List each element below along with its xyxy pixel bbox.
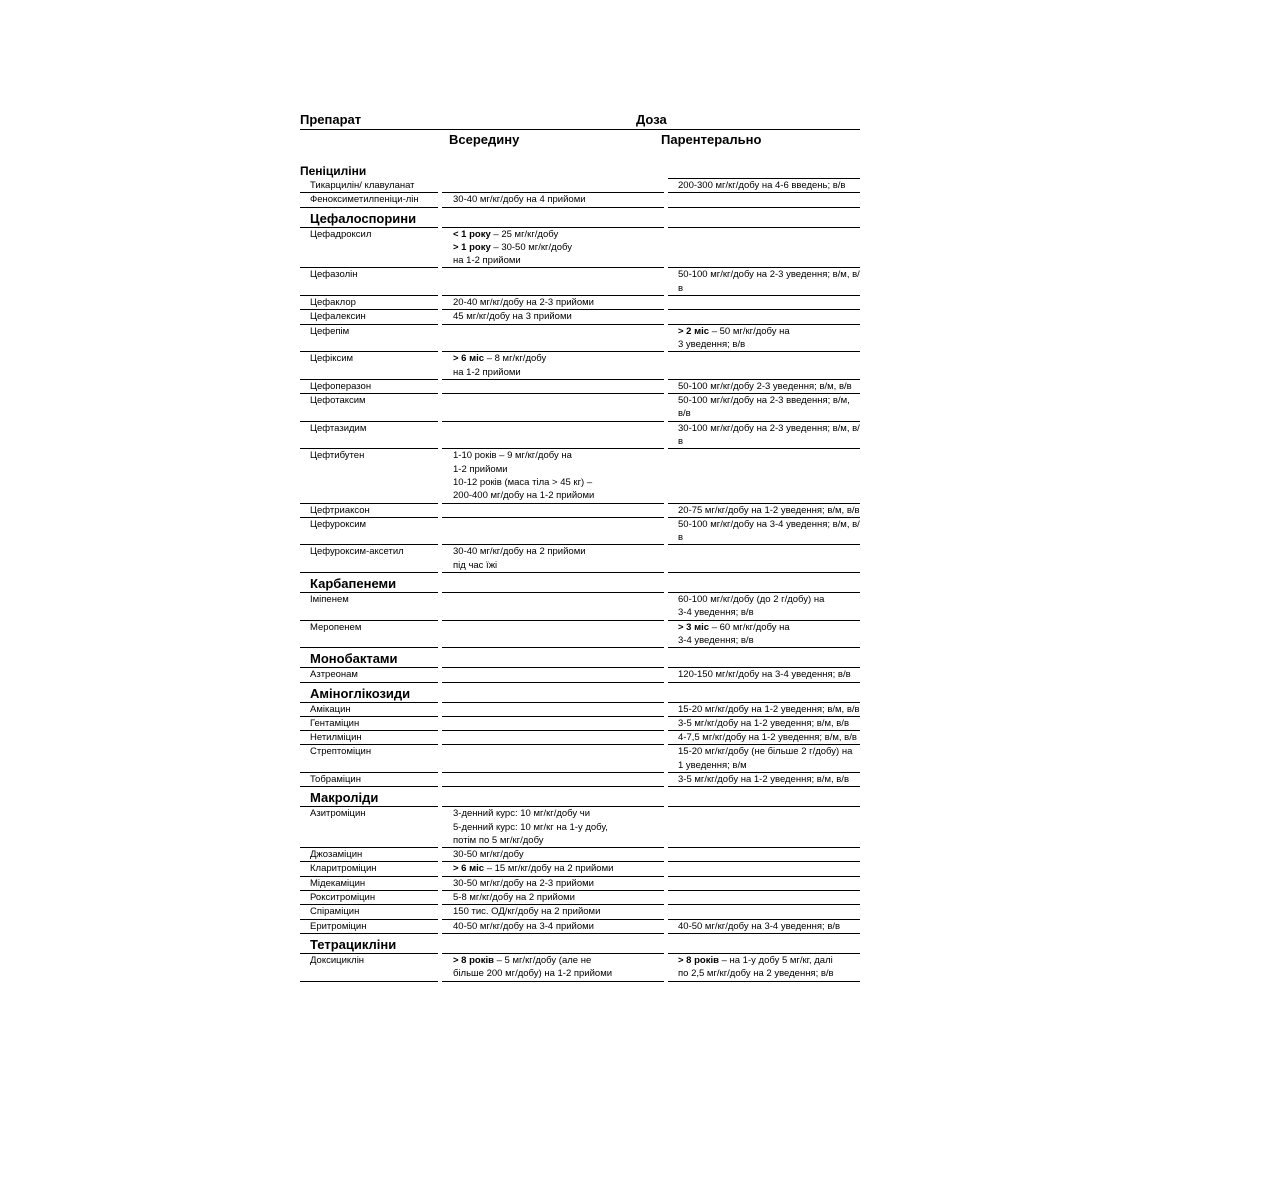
oral-dose: 30-50 мг/кг/добу на 2-3 прийоми (442, 877, 664, 891)
oral-dose: 5-8 мг/кг/добу на 2 прийоми (442, 891, 664, 905)
table-row (300, 268, 860, 296)
parenteral-dose: 15-20 мг/кг/добу (не більше 2 г/добу) на 1 уведення; в/м (668, 745, 860, 773)
table-row (300, 668, 860, 682)
parenteral-dose: 40-50 мг/кг/добу на 3-4 уведення; в/в (668, 920, 860, 934)
parenteral-dose: 200-300 мг/кг/добу на 4-6 введень; в/в (668, 179, 860, 193)
drug-name: Азтреонам (300, 668, 438, 682)
oral-dose (442, 380, 664, 394)
drug-name: Цефтазидим (300, 422, 438, 450)
drug-name: Джозаміцин (300, 848, 438, 862)
drug-name: Цефотаксим (300, 394, 438, 422)
parenteral-dose: 120-150 мг/кг/добу на 3-4 уведення; в/в (668, 668, 860, 682)
table-row (300, 891, 860, 905)
category-title: Карбапенеми (300, 573, 438, 593)
drug-name: Цефтибутен (300, 449, 438, 503)
table-row (300, 380, 860, 394)
category-title: Монобактами (300, 648, 438, 668)
oral-dose: 30-50 мг/кг/добу (442, 848, 664, 862)
drug-name: Рокситроміцин (300, 891, 438, 905)
parenteral-dose (668, 545, 860, 573)
drug-name: Феноксиметилпеніци-лін (300, 193, 438, 207)
parenteral-dose (668, 891, 860, 905)
oral-dose (442, 668, 664, 682)
table-row (300, 920, 860, 934)
oral-dose: > 6 міс – 8 мг/кг/добу на 1-2 прийоми (442, 352, 664, 380)
oral-dose (442, 422, 664, 450)
table-row (300, 745, 860, 773)
parenteral-dose (668, 807, 860, 848)
drug-name: Цефтриаксон (300, 504, 438, 518)
table-row (300, 773, 860, 787)
drug-name: Цефоперазон (300, 380, 438, 394)
oral-dose (442, 621, 664, 649)
oral-dose (442, 773, 664, 787)
oral-dose: 30-40 мг/кг/добу на 4 прийоми (442, 193, 664, 207)
table-row (300, 954, 860, 982)
table-header (300, 110, 860, 130)
oral-dose: 20-40 мг/кг/добу на 2-3 прийоми (442, 296, 664, 310)
drug-name: Нетилміцин (300, 731, 438, 745)
category-row (300, 208, 860, 228)
drug-name: Еритроміцин (300, 920, 438, 934)
table-row (300, 621, 860, 649)
table-row (300, 703, 860, 717)
oral-dose (442, 518, 664, 546)
drug-name: Стрептоміцин (300, 745, 438, 773)
drug-name: Кларитроміцин (300, 862, 438, 876)
category-row (300, 683, 860, 703)
oral-dose (442, 268, 664, 296)
oral-dose: 1-10 років – 9 мг/кг/добу на 1-2 прийоми 10-12 років (маса тіла > 45 кг) – 200-400 мг/добу на 1-2 прийоми (442, 449, 664, 503)
oral-dose: 3-денний курс: 10 мг/кг/добу чи 5-денний курс: 10 мг/кг на 1-у добу, потім по 5 мг/кг/добу (442, 807, 664, 848)
oral-column-header: Всередину (449, 132, 520, 147)
parenteral-dose: > 2 міс – 50 мг/кг/добу на 3 уведення; в/в (668, 325, 860, 353)
dose-column-header: Доза (636, 112, 667, 127)
category-row (300, 573, 860, 593)
category-title: Аміноглікозиди (300, 683, 438, 703)
oral-dose (442, 717, 664, 731)
drug-name: Цефепім (300, 325, 438, 353)
drug-name: Цефіксим (300, 352, 438, 380)
table-row (300, 179, 860, 193)
category-row (300, 934, 860, 954)
table-row (300, 848, 860, 862)
oral-dose: > 6 міс – 15 мг/кг/добу на 2 прийоми (442, 862, 664, 876)
parenteral-column-header: Парентерально (661, 132, 762, 147)
table-row (300, 394, 860, 422)
category-title: Тетрацикліни (300, 934, 438, 954)
parenteral-dose (668, 848, 860, 862)
table-row (300, 593, 860, 621)
parenteral-dose: 50-100 мг/кг/добу на 3-4 уведення; в/м, в/в (668, 518, 860, 546)
drug-name: Іміпенем (300, 593, 438, 621)
table-row (300, 518, 860, 546)
drug-name: Цефалексин (300, 310, 438, 324)
parenteral-dose: 15-20 мг/кг/добу на 1-2 уведення; в/м, в/в (668, 703, 860, 717)
table-row (300, 352, 860, 380)
parenteral-dose (668, 352, 860, 380)
category-title: Макроліди (300, 787, 438, 807)
drug-name: Азитроміцин (300, 807, 438, 848)
table-row (300, 296, 860, 310)
oral-dose (442, 394, 664, 422)
parenteral-dose (668, 296, 860, 310)
table-row (300, 807, 860, 848)
oral-dose (442, 593, 664, 621)
drug-name: Цефазолін (300, 268, 438, 296)
drug-name: Тобраміцин (300, 773, 438, 787)
parenteral-dose: 30-100 мг/кг/добу на 2-3 уведення; в/м, в/в (668, 422, 860, 450)
parenteral-dose (668, 862, 860, 876)
oral-dose: < 1 року – 25 мг/кг/добу > 1 року – 30-50 мг/кг/добу на 1-2 прийоми (442, 228, 664, 269)
category-row (300, 160, 860, 179)
drug-name: Цефуроксим-аксетил (300, 545, 438, 573)
oral-dose: 40-50 мг/кг/добу на 3-4 прийоми (442, 920, 664, 934)
oral-dose: 45 мг/кг/добу на 3 прийоми (442, 310, 664, 324)
drug-name: Цефуроксим (300, 518, 438, 546)
dosage-table (300, 160, 860, 982)
oral-dose (442, 731, 664, 745)
table-row (300, 325, 860, 353)
parenteral-dose: 4-7,5 мг/кг/добу на 1-2 уведення; в/м, в/в (668, 731, 860, 745)
parenteral-dose: 3-5 мг/кг/добу на 1-2 уведення; в/м, в/в (668, 773, 860, 787)
parenteral-dose: 20-75 мг/кг/добу на 1-2 уведення; в/м, в/в (668, 504, 860, 518)
table-row (300, 877, 860, 891)
oral-dose: 150 тис. ОД/кг/добу на 2 прийоми (442, 905, 664, 919)
parenteral-dose: > 8 років – на 1-у добу 5 мг/кг, далі по 2,5 мг/кг/добу на 2 уведення; в/в (668, 954, 860, 982)
category-title: Пеніциліни (300, 164, 367, 178)
category-row (300, 648, 860, 668)
drug-name: Мідекаміцин (300, 877, 438, 891)
oral-dose (442, 703, 664, 717)
parenteral-dose: 3-5 мг/кг/добу на 1-2 уведення; в/м, в/в (668, 717, 860, 731)
table-row (300, 193, 860, 207)
dosage-document (300, 110, 860, 982)
oral-dose (442, 745, 664, 773)
category-row (300, 787, 860, 807)
table-row (300, 731, 860, 745)
drug-name: Спіраміцин (300, 905, 438, 919)
oral-dose: > 8 років – 5 мг/кг/добу (але не більше 200 мг/добу) на 1-2 прийоми (442, 954, 664, 982)
parenteral-dose: 50-100 мг/кг/добу на 2-3 введення; в/м, в/в (668, 394, 860, 422)
oral-dose (442, 179, 664, 193)
drug-name: Меропенем (300, 621, 438, 649)
table-row (300, 310, 860, 324)
drug-name: Гентаміцин (300, 717, 438, 731)
table-row (300, 545, 860, 573)
table-subheader (300, 130, 860, 160)
parenteral-dose (668, 310, 860, 324)
table-row (300, 504, 860, 518)
parenteral-dose (668, 877, 860, 891)
table-row (300, 717, 860, 731)
parenteral-dose (668, 905, 860, 919)
table-row (300, 449, 860, 503)
oral-dose (442, 504, 664, 518)
parenteral-dose: 60-100 мг/кг/добу (до 2 г/добу) на 3-4 уведення; в/в (668, 593, 860, 621)
table-row (300, 862, 860, 876)
drug-name: Цефадроксил (300, 228, 438, 269)
parenteral-dose (668, 193, 860, 207)
drug-name: Амікацин (300, 703, 438, 717)
parenteral-dose (668, 449, 860, 503)
parenteral-dose (668, 228, 860, 269)
table-row (300, 228, 860, 269)
drug-name: Тикарцилін/ клавуланат (300, 179, 438, 193)
drug-name: Цефаклор (300, 296, 438, 310)
oral-dose (442, 325, 664, 353)
table-row (300, 422, 860, 450)
parenteral-dose: 50-100 мг/кг/добу на 2-3 уведення; в/м, в/в (668, 268, 860, 296)
category-title: Цефалоспорини (300, 208, 438, 228)
drug-column-header: Препарат (300, 112, 362, 127)
drug-name: Доксициклін (300, 954, 438, 982)
parenteral-dose: 50-100 мг/кг/добу 2-3 уведення; в/м, в/в (668, 380, 860, 394)
oral-dose: 30-40 мг/кг/добу на 2 прийоми під час їжі (442, 545, 664, 573)
table-row (300, 905, 860, 919)
parenteral-dose: > 3 міс – 60 мг/кг/добу на 3-4 уведення; в/в (668, 621, 860, 649)
